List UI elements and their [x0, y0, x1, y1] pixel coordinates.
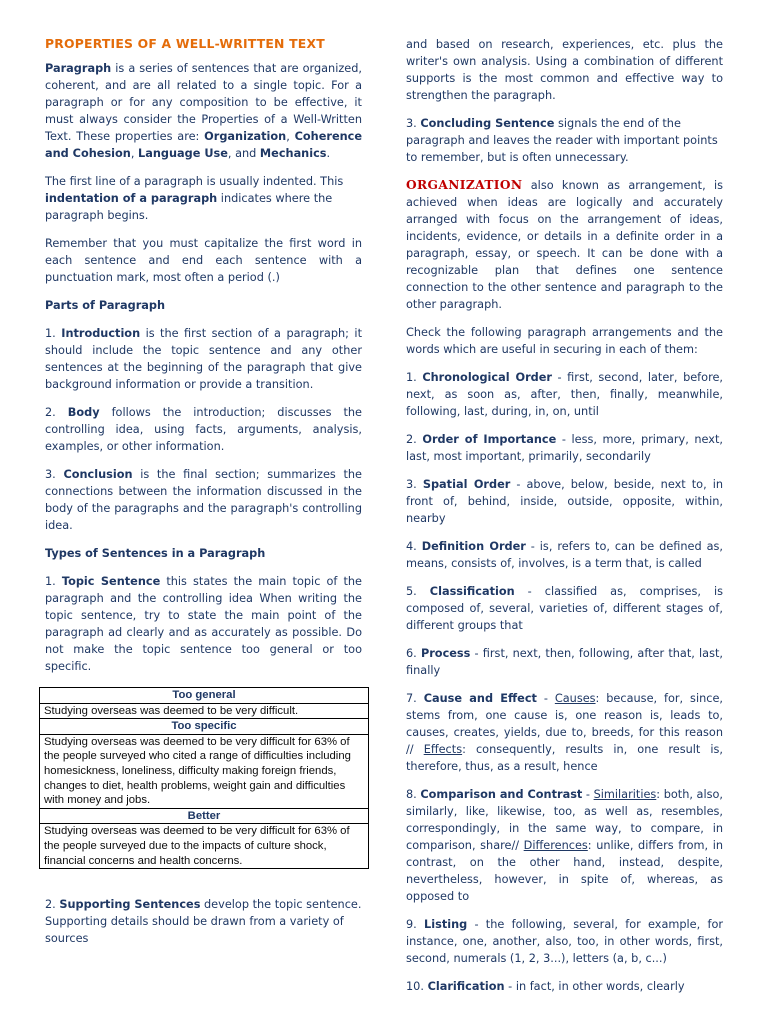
table-cell-better: Studying overseas was deemed to be very difficult for 63% of the people surveyed due to the impacts of culture shock, financial concerns and health concerns. — [40, 824, 369, 869]
arrangement-classification: 5. Classification - classified as, comprises, is composed of, several, varieties of, different stages of, different groups that — [406, 585, 723, 632]
part-conclusion: 3. Conclusion is the final section; summarizes the connections between the information discussed in the body of the paragraphs and the paragraph's controlling idea. — [45, 468, 362, 532]
indentation-paragraph: The first line of a paragraph is usually indented. This indentation of a paragraph indicates where the paragraph begins. — [45, 175, 344, 222]
arrangement-definition: 4. Definition Order - is, refers to, can be defined as, means, consists of, involves, is a term that, is called — [406, 540, 723, 570]
concluding-sentence-item: 3. Concluding Sentence signals the end of the paragraph and leaves the reader with important points to remember, but is often unnecessary. — [406, 117, 718, 164]
property-language-use: Language Use — [138, 147, 228, 160]
part-body: 2. Body follows the introduction; discusses the controlling idea, using facts, arguments, analysis, examples, or other information. — [45, 406, 362, 453]
table-header-too-specific: Too specific — [40, 719, 369, 735]
arrangement-spatial: 3. Spatial Order - above, below, beside, next to, in front of, behind, inside, outside, opposite, within, nearby — [406, 478, 724, 525]
table-cell-too-specific: Studying overseas was deemed to be very difficult for 63% of the people surveyed who cited a range of difficulties including homesickness, loneliness, difficulty making foreign friends, changes to diet, health problems, weight gain and difficulties with money and jobs. — [40, 734, 369, 808]
right-column — [406, 36, 723, 1006]
supporting-sentences-item: 2. Supporting Sentences develop the topic sentence. Supporting details should be drawn from a variety of sources — [45, 898, 362, 946]
check-paragraph: Check the following paragraph arrangements and the words which are useful in securing in each of them: — [406, 326, 723, 356]
property-coherence: Coherence and Cohesion — [45, 130, 363, 160]
arrangement-chronological: 1. Chronological Order - first, second, later, before, next, as soon as, after, then, finally, meanwhile, following, last, during, in, on, until — [406, 371, 724, 418]
arrangement-importance: 2. Order of Importance - less, more, primary, next, last, most important, primarily, secondarily — [406, 433, 723, 463]
left-column — [45, 36, 362, 958]
types-heading: Types of Sentences in a Paragraph — [45, 547, 266, 560]
table-header-too-general: Too general — [40, 688, 369, 704]
term-paragraph: Paragraph — [45, 62, 112, 75]
table-cell-too-general: Studying overseas was deemed to be very difficult. — [40, 703, 369, 719]
arrangement-listing: 9. Listing - the following, several, for example, for instance, one, another, also, too, in other words, first, second, numerals (1, 2, 3...), letters (a, b, c...) — [406, 918, 723, 965]
page-title: PROPERTIES OF A WELL-WRITTEN TEXT — [45, 36, 325, 51]
organization-paragraph: ORGANIZATION also known as arrangement, is achieved when ideas are logically and accurately arranged with focus on the arrangement of ideas, incidents, evidence, or details in a definite order in a paragraph, essay, or speech. It can be done with a recognizable plan that defines one sentence connection to the other sentence and paragraph to the other paragraph. — [406, 178, 723, 311]
arrangement-process: 6. Process - first, next, then, following, after that, last, finally — [406, 647, 723, 677]
part-introduction: 1. Introduction is the first section of a paragraph; it should include the topic sentence and any other sentences at the beginning of the paragraph that give background information or provide a transition. — [45, 327, 362, 391]
parts-heading: Parts of Paragraph — [45, 299, 166, 312]
arrangement-cause-effect: 7. Cause and Effect - Causes: because, for, since, stems from, one cause is, one reason is, leads to, causes, creates, yields, due to, breeds, for this reason // Effects: consequently, results in, one result is, therefore, thus, as a result, hence — [406, 692, 724, 773]
table-header-better: Better — [40, 808, 369, 824]
capitalize-paragraph: Remember that you must capitalize the first word in each sentence and end each sentence with a punctuation mark, most often a period (.) — [45, 237, 362, 284]
arrangement-clarification: 10. Clarification - in fact, in other words, clearly — [406, 980, 685, 993]
property-mechanics: Mechanics — [259, 147, 327, 160]
topic-sentence-examples-table — [39, 687, 369, 869]
supporting-continuation: and based on research, experiences, etc. plus the writer's own analysis. Using a combination of different supports is the most common and effective way to strengthen the paragraph. — [406, 38, 723, 102]
property-organization: Organization — [204, 130, 287, 143]
organization-heading: ORGANIZATION — [406, 178, 523, 192]
arrangement-comparison: 8. Comparison and Contrast - Similarities: both, also, similarly, like, likewise, too, as well as, resembles, correspondingly, in the same way, to compare, in comparison, share// Differences: unlike, differs from, in contrast, on the other hand, instead, despite, nevertheless, however, in spite of, whereas, as opposed to — [406, 788, 724, 903]
paragraph-definition: Paragraph is a series of sentences that are organized, coherent, and are all related to a single topic. For a paragraph or for any composition to be effective, it must always consider the Properties of a Well-Written Text. These properties are: Organization, Coherence and Cohesion, Language Use, and Mechanics. — [45, 62, 363, 160]
topic-sentence-item: 1. Topic Sentence this states the main topic of the paragraph and the controlling idea When writing the topic sentence, try to state the main point of the paragraph ad clearly and as accurately as possible. Do not make the topic sentence too general or too specific. — [45, 575, 363, 673]
